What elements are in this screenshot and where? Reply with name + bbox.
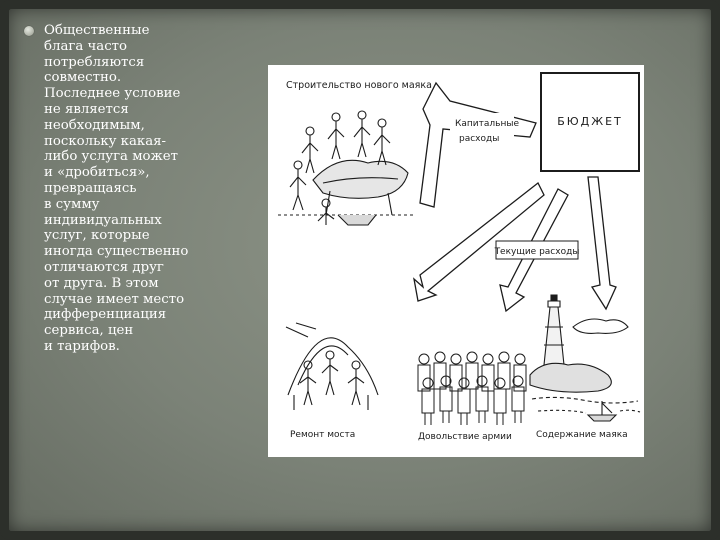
bullet-text-line: случае имеет место	[44, 291, 185, 307]
bullet-text-line: Последнее условие	[44, 86, 181, 102]
budget-diagram	[268, 65, 644, 457]
bullet-text-line: отличаются друг	[44, 259, 164, 275]
bullet-text-line: Общественные	[44, 23, 150, 38]
lighthouse-illustration	[530, 295, 640, 421]
bullet-text-line: либо услуга может	[44, 149, 179, 165]
bullet-text-line: в сумму	[44, 196, 100, 212]
bullet-text-line: не является	[44, 101, 129, 117]
label-current-expenses: Текущие расходы	[494, 247, 580, 257]
soldiers-row-back	[418, 352, 526, 391]
bullet-icon	[24, 26, 34, 36]
label-lighthouse-construction: Строительство нового маяка	[286, 80, 432, 91]
label-army-allowance: Довольствие армии	[418, 432, 512, 442]
bridge-repair-illustration	[286, 323, 378, 410]
label-capital-expenses-line2: расходы	[459, 134, 500, 144]
bullet-text-line: услуг, которые	[44, 228, 150, 244]
bullet-text-line: от друга. В этом	[44, 275, 159, 291]
bullet-text-line: и «дробиться»,	[44, 165, 150, 181]
label-capital-expenses-line1: Капитальные	[455, 119, 519, 129]
soldiers-row-front	[422, 376, 524, 425]
label-bridge-repair: Ремонт моста	[290, 430, 356, 440]
bullet-text-line: дифференциация	[44, 307, 167, 323]
bullet-text-line: превращаясь	[44, 180, 137, 196]
construction-scene-illustration	[278, 111, 413, 225]
bullet-text-line: и тарифов.	[44, 338, 120, 354]
bullet-text-line: поскольку какая-	[44, 133, 167, 149]
bullet-text	[44, 23, 226, 355]
label-budget: БЮДЖЕТ	[557, 115, 623, 128]
army-illustration	[418, 352, 526, 425]
bullet-text-line: индивидуальных	[44, 212, 162, 228]
bullet-text-line: блага часто	[44, 38, 128, 54]
bullet-text-line: совместно.	[44, 70, 122, 86]
bullet-text-line: потребляются	[44, 54, 145, 70]
bullet-text-block	[26, 23, 226, 355]
bullet-text-line: необходимым,	[44, 117, 145, 133]
label-lighthouse-maintenance: Содержание маяка	[536, 430, 628, 440]
bullet-text-line: сервиса, цен	[44, 323, 134, 339]
bullet-text-line: иногда существенно	[44, 244, 189, 260]
diagram-drawing	[268, 65, 644, 457]
